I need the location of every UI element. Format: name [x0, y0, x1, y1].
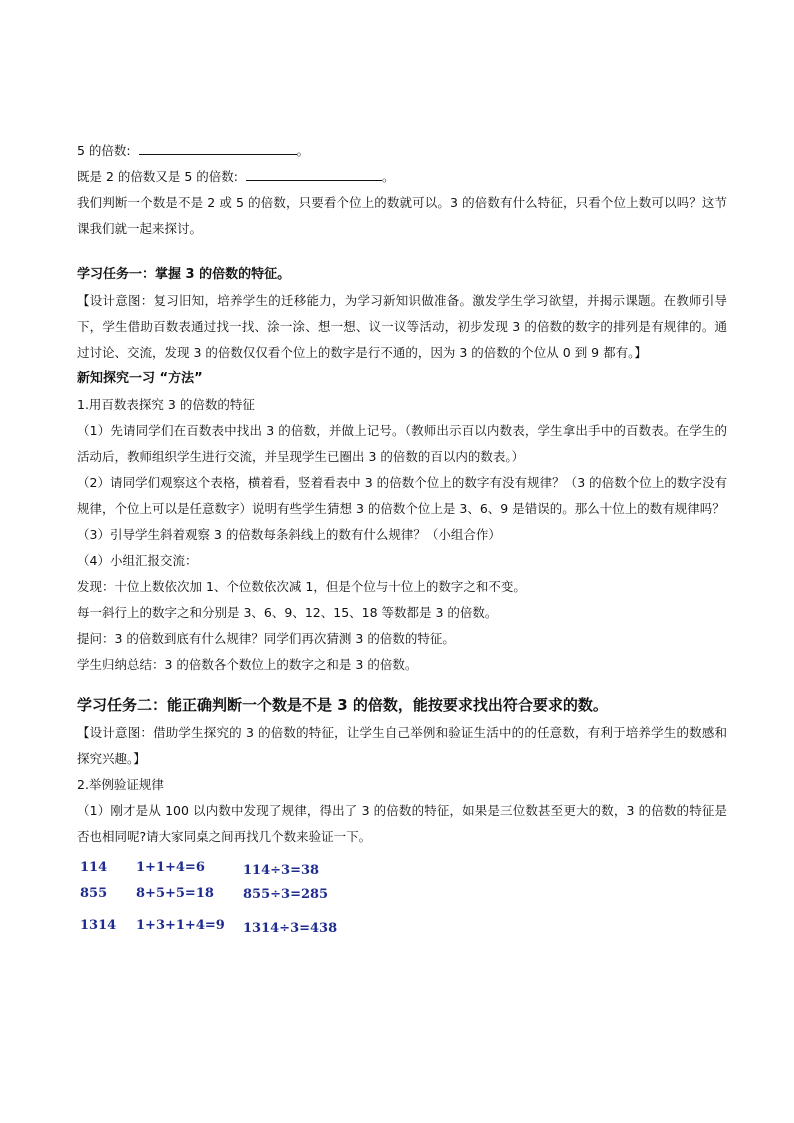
- example-division: 855÷3=285: [243, 887, 329, 902]
- example-row: [77, 918, 477, 942]
- example-row: [77, 886, 477, 910]
- example-number: 114: [80, 860, 108, 875]
- task2-section-title: 2.举例验证规律: [77, 777, 164, 792]
- example-row: [77, 860, 477, 884]
- multiples-of-5-label: 5 的倍数:: [77, 143, 131, 158]
- period: 。: [296, 143, 310, 158]
- answer-blank: [246, 168, 382, 181]
- example-division: 1314÷3=438: [243, 921, 338, 936]
- task2-step-1: （1）刚才是从 100 以内数中发现了规律，得出了 3 的倍数的特征，如果是三位数甚至更大的数，3 的倍数的特征是否也相同呢?请大家同桌之间再找几个数来验证一下。: [77, 803, 727, 844]
- finding-1: 发现：十位上数依次加 1、个位数依次减 1，但是个位与十位上的数字之和不变。: [77, 579, 526, 594]
- finding-2: 每一斜行上的数字之和分别是 3、6、9、12、15、18 等数都是 3 的倍数。: [77, 605, 498, 620]
- answer-blank: [139, 142, 297, 155]
- example-digit-sum: 8+5+5=18: [136, 886, 214, 901]
- multiples-of-5-line: [77, 138, 727, 164]
- period: 。: [381, 169, 395, 184]
- example-division: 114÷3=38: [243, 863, 320, 878]
- task1-step-3: （3）引导学生斜着观察 3 的倍数每条斜线上的数有什么规律？（小组合作）: [77, 527, 501, 542]
- task1-subtitle: 新知探究一习 “方法”: [77, 371, 203, 386]
- example-number: 1314: [80, 918, 117, 933]
- method-title: 1.用百数表探究 3 的倍数的特征: [77, 397, 255, 412]
- example-digit-sum: 1+3+1+4=9: [136, 918, 225, 933]
- task1-title: 学习任务一：掌握 3 的倍数的特征。: [77, 267, 291, 282]
- task1-step-1: （1）先请同学们在百数表中找出 3 的倍数，并做上记号。（教师出示百以内数表，学生拿出手中的百数表。在学生的活动后，教师组织学生进行交流，并呈现学生已圈出 3 的倍数的百以内的数表。）: [77, 423, 727, 464]
- task2-design-intent: 【设计意图：借助学生探究的 3 的倍数的特征，让学生自己举例和验证生活中的的任意数，有利于培养学生的数感和探究兴趣。】: [77, 725, 727, 766]
- example-digit-sum: 1+1+4=6: [136, 860, 205, 875]
- example-calculations: [77, 854, 727, 958]
- multiples-of-2-and-5-line: [77, 164, 727, 190]
- task2-title: 学习任务二：能正确判断一个数是不是 3 的倍数，能按要求找出符合要求的数。: [77, 696, 608, 714]
- example-number: 855: [80, 886, 108, 901]
- multiples-of-2-and-5-label: 既是 2 的倍数又是 5 的倍数:: [77, 169, 239, 184]
- task1-design-intent: 【设计意图：复习旧知，培养学生的迁移能力，为学习新知识做准备。激发学生学习欲望，并揭示课题。在教师引导下，学生借助百数表通过找一找、涂一涂、想一想、议一议等活动，初步发现 3 的倍数的数字的排列是有规律的。通过讨论、交流，发现 3 的倍数仅仅看个位上的数字是行不通的，因为 3 的倍数的个位从 0 到 9 都有。】: [77, 293, 727, 360]
- intro-paragraph: 我们判断一个数是不是 2 或 5 的倍数，只要看个位上的数就可以。3 的倍数有什么特征，只看个位上数可以吗？这节课我们就一起来探讨。: [77, 195, 727, 236]
- summary: 学生归纳总结：3 的倍数各个数位上的数字之和是 3 的倍数。: [77, 657, 418, 672]
- task1-step-2: （2）请同学们观察这个表格，横着看，竖着看表中 3 的倍数个位上的数字有没有规律？（3 的倍数个位上的数字没有规律，个位上可以是任意数字）说明有些学生猜想 3 的倍数个位上是 3、6、9 是错误的。那么十位上的数有规律吗？: [77, 475, 727, 516]
- question: 提问：3 的倍数到底有什么规律？同学们再次猜测 3 的倍数的特征。: [77, 631, 455, 646]
- document-content: [77, 138, 727, 958]
- task1-step-4: （4）小组汇报交流：: [77, 553, 198, 568]
